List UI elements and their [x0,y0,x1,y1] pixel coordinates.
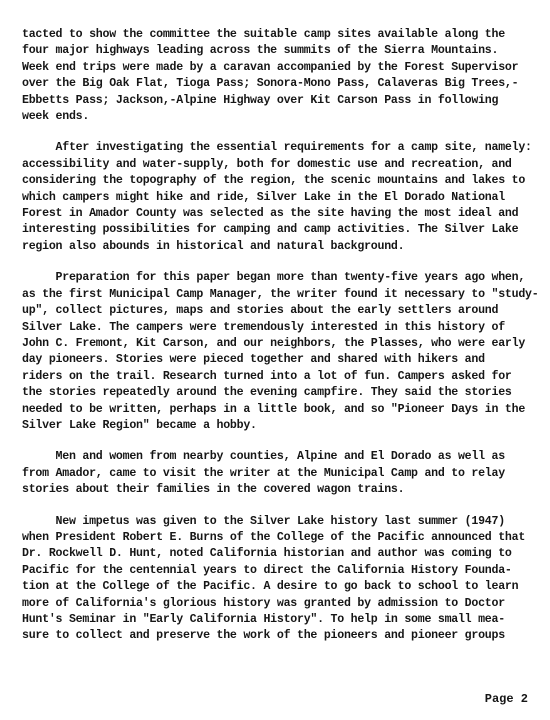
text-line: four major highways leading across the summits of the Sierra Mountains. [22,44,499,58]
text-line: Silver Lake. The campers were tremendously interested in this history of [22,320,505,334]
text-line: Silver Lake Region" became a hobby. [22,418,257,432]
text-line: New impetus was given to the Silver Lake history last summer (1947) [22,514,505,528]
paragraph-visitors [22,449,532,498]
paragraph-new-impetus [22,514,532,645]
paragraph-gap [22,255,532,270]
paragraph-gap [22,125,532,140]
page-number: Page 2 [484,692,528,706]
paragraph-gap [22,434,532,449]
text-line: Dr. Rockwell D. Hunt, noted California historian and author was coming to [22,547,512,561]
text-line: Week end trips were made by a caravan accompanied by the Forest Supervisor [22,60,519,74]
text-line: the stories repeatedly around the evening campfire. They said the stories [22,386,512,400]
text-line: accessibility and water-supply, both for domestic use and recreation, and [22,157,512,171]
text-line: stories about their families in the covered wagon trains. [22,483,405,497]
text-line: as the first Municipal Camp Manager, the writer found it necessary to "study- [22,287,539,301]
text-line: when President Robert E. Burns of the College of the Pacific announced that [22,530,526,544]
paragraph-camp-sites [22,27,532,125]
text-line: Pacific for the centennial years to direct the California History Founda- [22,563,512,577]
text-line: over the Big Oak Flat, Tioga Pass; Sonora-Mono Pass, Calaveras Big Trees,- [22,77,519,91]
text-line: which campers might hike and ride, Silver Lake in the El Dorado National [22,190,505,204]
paragraph-gap [22,499,532,514]
text-line: John C. Fremont, Kit Carson, and our neighbors, the Plasses, who were early [22,336,526,350]
text-line: tacted to show the committee the suitable camp sites available along the [22,28,505,41]
paragraph-site-selection [22,140,532,255]
text-line: Forest in Amador County was selected as the site having the most ideal and [22,207,519,221]
text-line: more of California's glorious history was granted by admission to Doctor [22,596,505,610]
text-line: Preparation for this paper began more than twenty-five years ago when, [22,271,526,285]
text-line: sure to collect and preserve the work of the pioneers and pioneer groups [22,629,505,643]
paragraph-preparation [22,270,539,434]
text-line: interesting possibilities for camping and camp activities. The Silver Lake [22,223,519,237]
text-line: Men and women from nearby counties, Alpine and El Dorado as well as [22,450,505,464]
text-line: Ebbetts Pass; Jackson,-Alpine Highway over Kit Carson Pass in following [22,93,499,107]
text-line: up", collect pictures, maps and stories about the early settlers around [22,304,499,318]
text-line: needed to be written, perhaps in a little book, and so "Pioneer Days in the [22,402,526,416]
text-line: from Amador, came to visit the writer at the Municipal Camp and to relay [22,466,505,480]
text-line: region also abounds in historical and natural background. [22,239,405,253]
text-line: After investigating the essential requirements for a camp site, namely: [22,141,532,155]
text-line: Hunt's Seminar in "Early California History". To help in some small mea- [22,613,505,626]
text-line: considering the topography of the region, the scenic mountains and lakes to [22,174,526,188]
document-body [22,27,539,645]
text-line: week ends. [22,110,90,124]
text-line: day pioneers. Stories were pieced together and shared with hikers and [22,353,485,367]
text-line: riders on the trail. Research turned into a lot of fun. Campers asked for [22,369,512,383]
text-line: tion at the College of the Pacific. A desire to go back to school to learn [22,580,519,594]
